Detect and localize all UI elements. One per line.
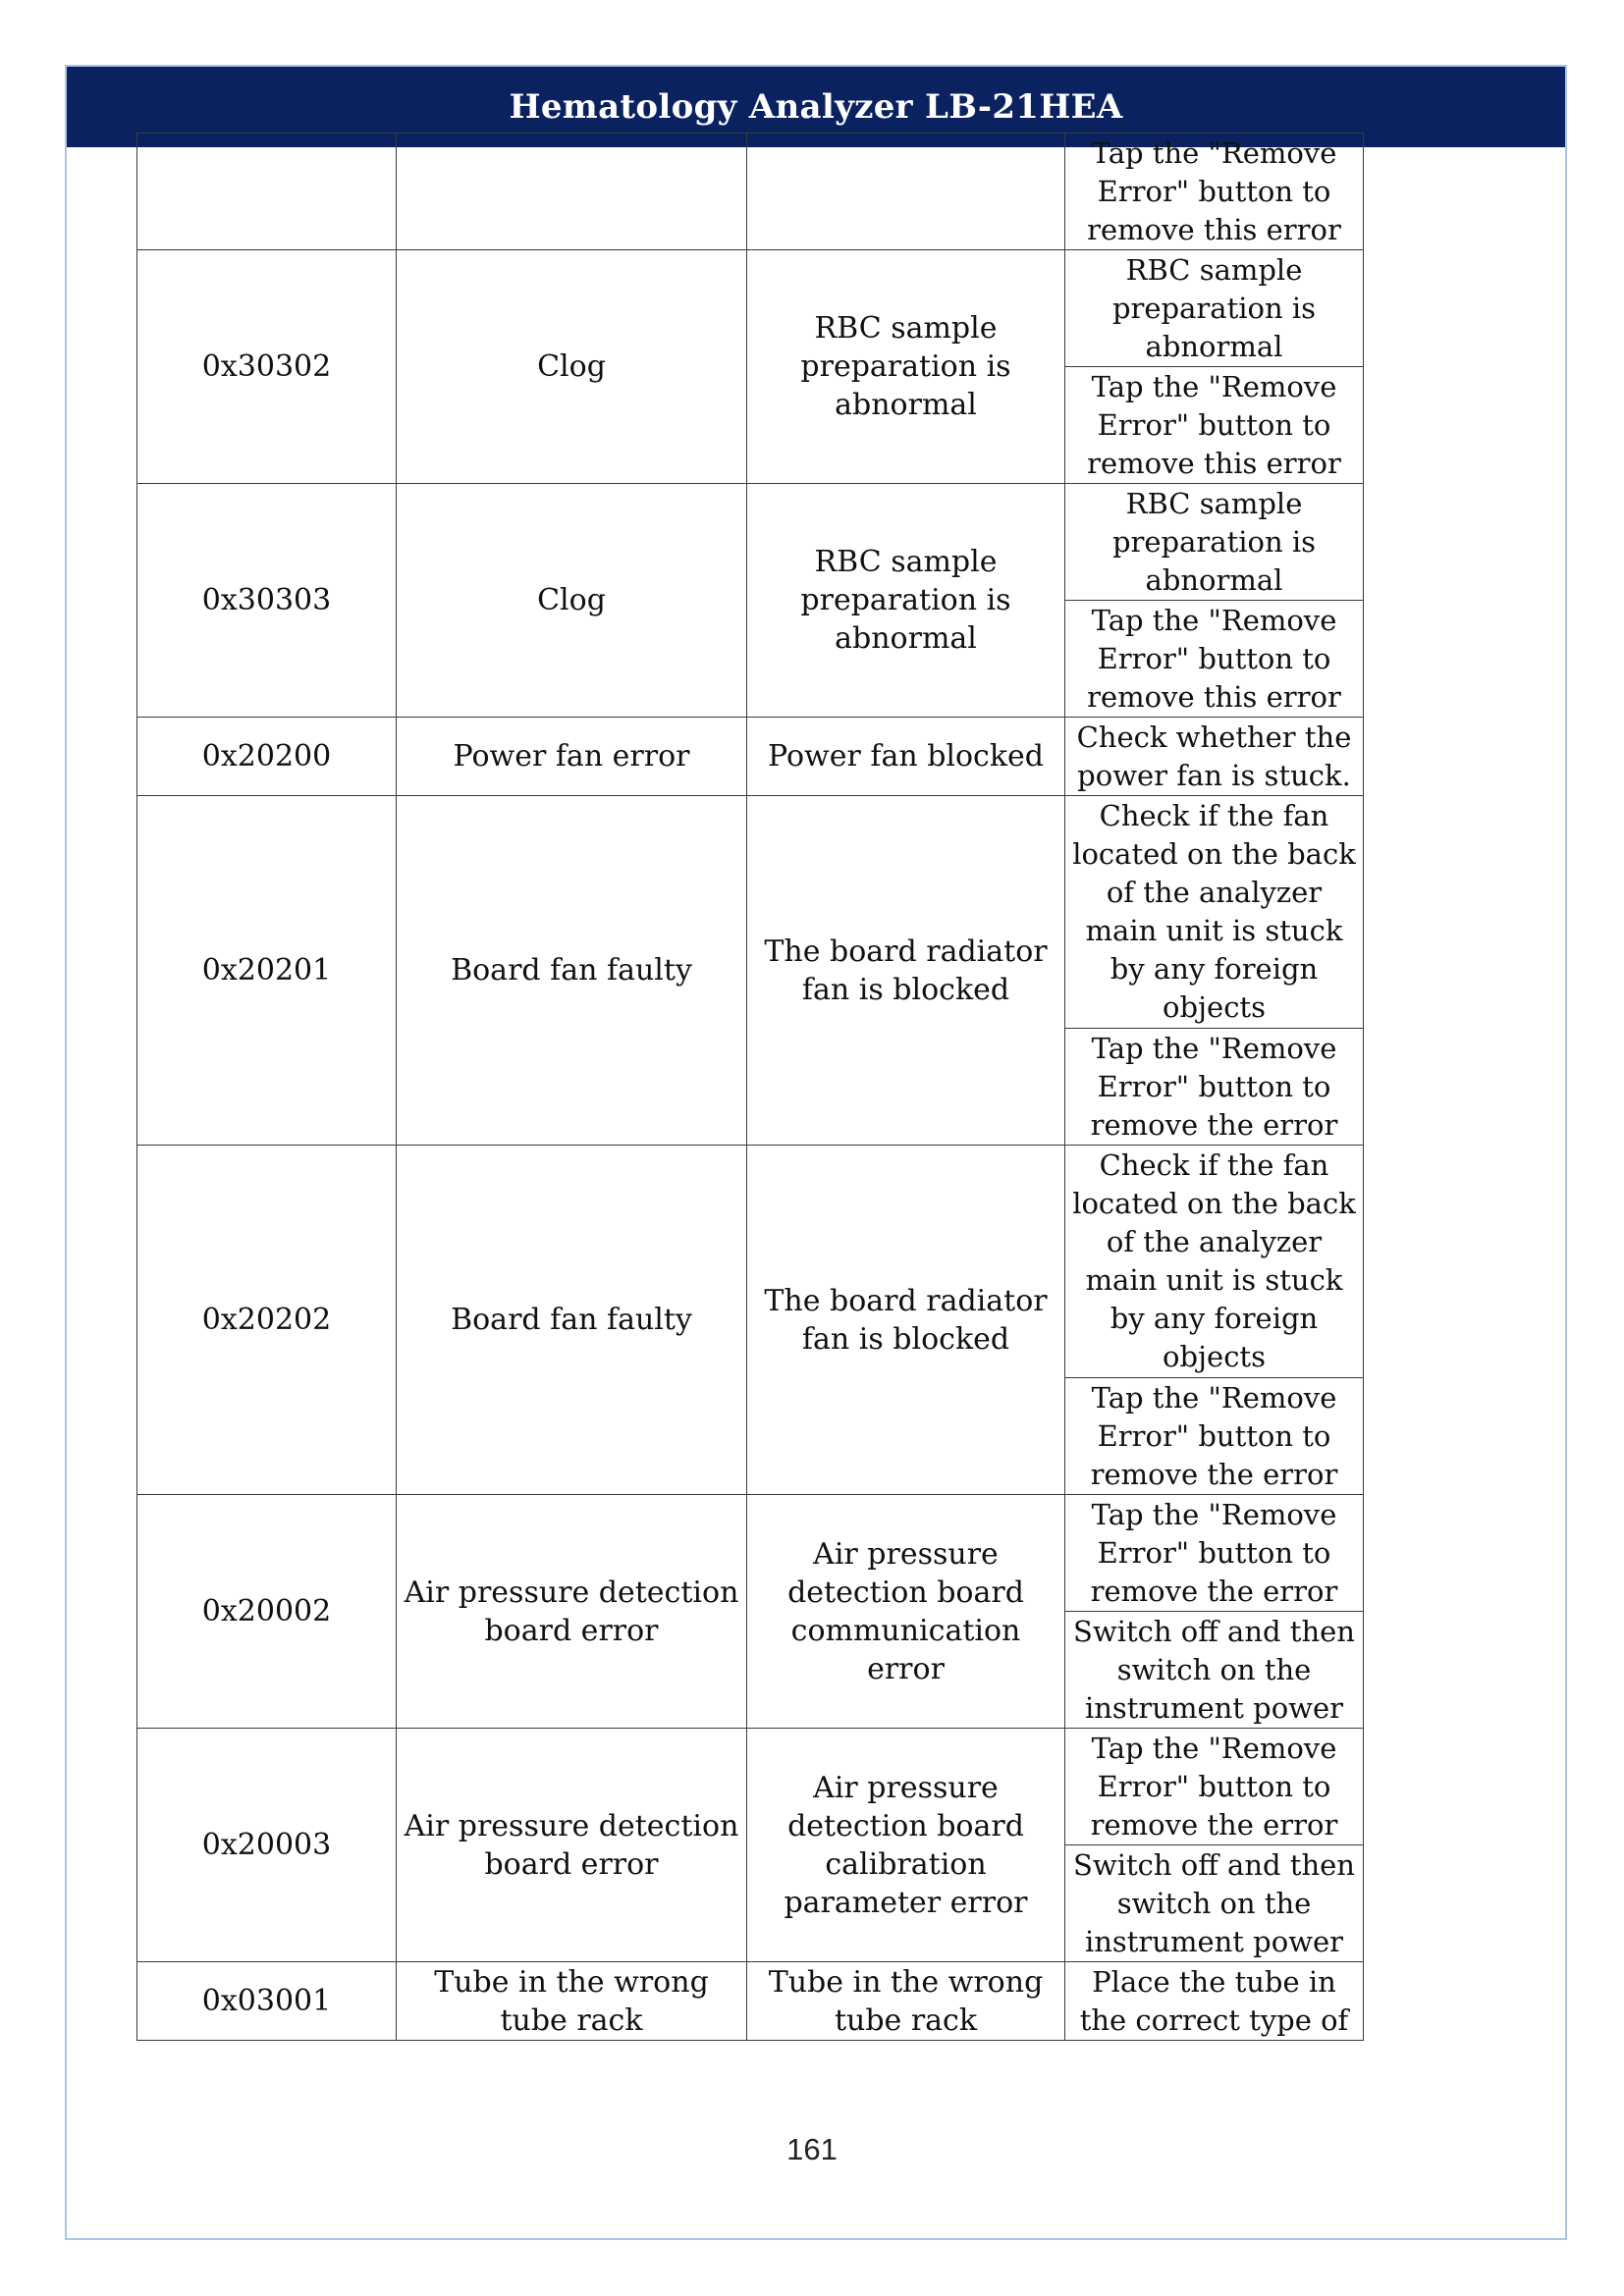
solution-cell: Switch off and then switch on the instrument power — [1065, 1845, 1364, 1962]
error-cause-cell: Air pressure detection board communication error — [747, 1495, 1065, 1729]
solution-cell: Tap the "Remove Error" button to remove this error — [1065, 133, 1364, 250]
solution-cell: Switch off and then switch on the instrument power — [1065, 1612, 1364, 1729]
table-row — [137, 1146, 1364, 1378]
solution-cell: Tap the "Remove Error" button to remove this error — [1065, 601, 1364, 718]
error-code-cell: 0x20002 — [137, 1495, 397, 1729]
error-name-cell: Clog — [397, 250, 747, 484]
error-name-cell: Air pressure detection board error — [397, 1729, 747, 1962]
error-cause-cell: Power fan blocked — [747, 718, 1065, 796]
error-name-cell — [397, 133, 747, 250]
error-cause-cell: Tube in the wrong tube rack — [747, 1962, 1065, 2041]
table-row — [137, 250, 1364, 367]
error-cause-cell: The board radiator fan is blocked — [747, 796, 1065, 1146]
error-name-cell: Power fan error — [397, 718, 747, 796]
error-code-cell: 0x20202 — [137, 1146, 397, 1495]
solution-cell: Tap the "Remove Error" button to remove the error — [1065, 1729, 1364, 1845]
error-code-cell: 0x03001 — [137, 1962, 397, 2041]
error-code-cell: 0x30302 — [137, 250, 397, 484]
table-row — [137, 718, 1364, 796]
error-cause-cell: RBC sample preparation is abnormal — [747, 250, 1065, 484]
table-row — [137, 133, 1364, 250]
error-name-cell: Clog — [397, 484, 747, 718]
solution-cell: Tap the "Remove Error" button to remove this error — [1065, 367, 1364, 484]
error-code-cell: 0x30303 — [137, 484, 397, 718]
error-code-cell: 0x20200 — [137, 718, 397, 796]
solution-cell: Place the tube in the correct type of — [1065, 1962, 1364, 2041]
error-cause-cell: The board radiator fan is blocked — [747, 1146, 1065, 1495]
solution-cell: RBC sample preparation is abnormal — [1065, 484, 1364, 601]
error-name-cell: Board fan faulty — [397, 1146, 747, 1495]
solution-cell: Check whether the power fan is stuck. — [1065, 718, 1364, 796]
page-number: 161 — [786, 2132, 838, 2166]
document-title: Hematology Analyzer LB-21HEA — [509, 87, 1123, 127]
error-code-table — [136, 133, 1364, 2041]
solution-cell: Tap the "Remove Error" button to remove the error — [1065, 1378, 1364, 1495]
solution-cell: Check if the fan located on the back of the analyzer main unit is stuck by any foreign objects — [1065, 796, 1364, 1029]
table-row — [137, 484, 1364, 601]
solution-cell: Tap the "Remove Error" button to remove the error — [1065, 1495, 1364, 1612]
table-row — [137, 1962, 1364, 2041]
error-name-cell: Tube in the wrong tube rack — [397, 1962, 747, 2041]
error-code-cell: 0x20003 — [137, 1729, 397, 1962]
error-cause-cell: RBC sample preparation is abnormal — [747, 484, 1065, 718]
error-name-cell: Board fan faulty — [397, 796, 747, 1146]
error-name-cell: Air pressure detection board error — [397, 1495, 747, 1729]
solution-cell: Tap the "Remove Error" button to remove the error — [1065, 1029, 1364, 1146]
error-cause-cell — [747, 133, 1065, 250]
table-row — [137, 796, 1364, 1029]
error-code-cell: 0x20201 — [137, 796, 397, 1146]
error-cause-cell: Air pressure detection board calibration parameter error — [747, 1729, 1065, 1962]
error-code-cell — [137, 133, 397, 250]
table-row — [137, 1729, 1364, 1845]
solution-cell: Check if the fan located on the back of the analyzer main unit is stuck by any foreign objects — [1065, 1146, 1364, 1378]
solution-cell: RBC sample preparation is abnormal — [1065, 250, 1364, 367]
table-row — [137, 1495, 1364, 1612]
